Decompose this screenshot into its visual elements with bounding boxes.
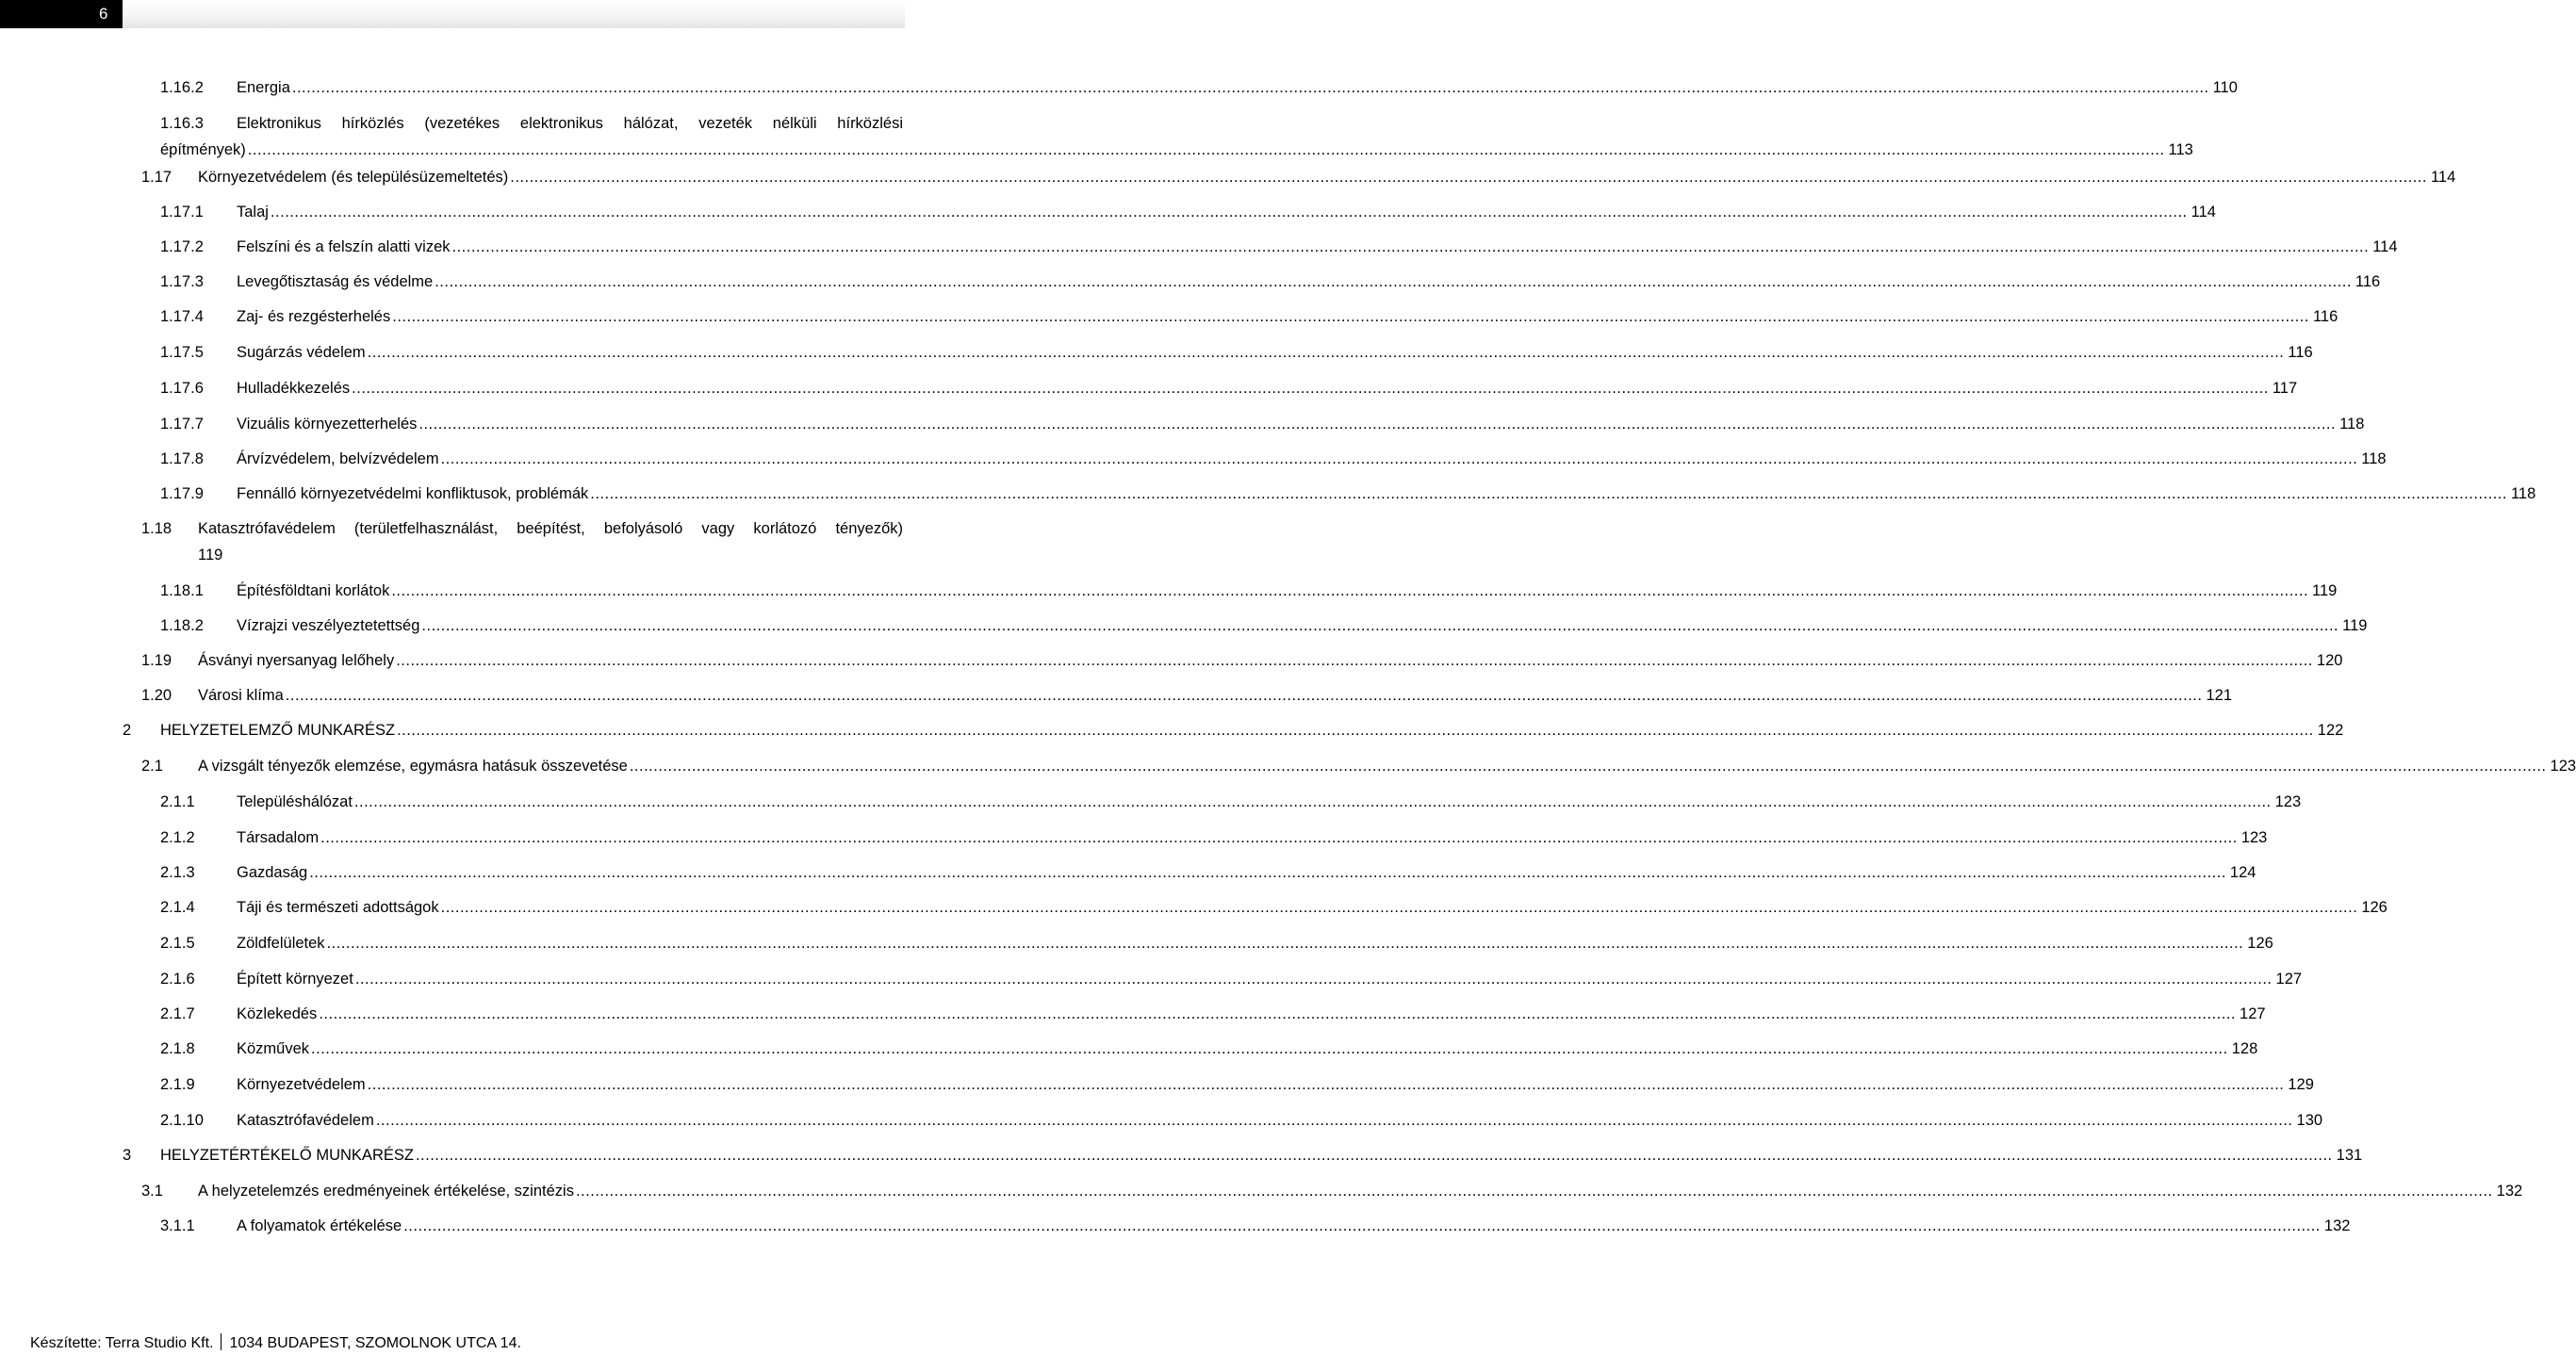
- toc-leader-dots: ................................................................................................................................................................................................................................................................................................................................................................................................................: [403, 1217, 2321, 1234]
- toc-entry-number: 2.1: [141, 758, 163, 775]
- toc-leader-dots: ................................................................................................................................................................................................................................................................................................................................................................................................................: [354, 971, 2272, 988]
- toc-entry[interactable]: [0, 1216, 2351, 1235]
- toc-entry-page: 116: [2284, 343, 2312, 362]
- toc-leader-dots: ................................................................................................................................................................................................................................................................................................................................................................................................................: [397, 722, 2314, 739]
- toc-leader-dots: ................................................................................................................................................................................................................................................................................................................................................................................................................: [353, 793, 2272, 810]
- header-strip: [123, 0, 905, 28]
- toc-entry-number: 1.18.1: [160, 582, 204, 599]
- toc-entry-page: 121: [2202, 686, 2232, 705]
- toc-entry-page: 124: [2226, 863, 2256, 882]
- footer-separator: [221, 1333, 222, 1350]
- toc-entry[interactable]: [0, 1004, 2266, 1023]
- toc-entry-page: 130: [2293, 1111, 2323, 1130]
- toc-leader-dots: ................................................................................................................................................................................................................................................................................................................................................................................................................: [435, 273, 2352, 290]
- toc-entry-title: Hulladékkezelés: [237, 380, 351, 397]
- toc-entry-page: 116: [2309, 307, 2338, 326]
- toc-entry-number: 2.1.9: [160, 1076, 195, 1093]
- toc-entry-page: 120: [2313, 651, 2343, 670]
- toc-entry[interactable]: [0, 581, 2338, 600]
- toc-entry-number: 3: [123, 1147, 132, 1164]
- toc-entry-title: Ásványi nyersanyag lelőhely: [198, 652, 395, 669]
- toc-leader-dots: ................................................................................................................................................................................................................................................................................................................................................................................................................: [311, 1040, 2228, 1057]
- toc-entry-number: 1.17.2: [160, 238, 204, 255]
- toc-entry-title: Építésföldtani korlátok: [237, 582, 390, 599]
- toc-entry-page: 119: [2308, 581, 2337, 600]
- toc-entry-title: Közlekedés: [237, 1005, 318, 1022]
- toc-entry-title: Közművek: [237, 1040, 310, 1057]
- page-number: 6: [99, 5, 108, 23]
- toc-entry-page: 118: [2357, 449, 2386, 468]
- toc-entry[interactable]: [0, 1146, 2363, 1165]
- toc-entry-number: 1.17.3: [160, 273, 204, 290]
- toc-leader-dots: ................................................................................................................................................................................................................................................................................................................................................................................................................: [418, 416, 2337, 433]
- toc-leader-dots: ................................................................................................................................................................................................................................................................................................................................................................................................................: [270, 204, 2188, 220]
- toc-entry[interactable]: [0, 616, 2368, 635]
- toc-entry-page: 118: [2336, 415, 2364, 433]
- toc-leader-dots: ................................................................................................................................................................................................................................................................................................................................................................................................................: [629, 758, 2547, 775]
- toc-entry-number: 2.1.10: [160, 1112, 204, 1129]
- toc-leader-dots: ................................................................................................................................................................................................................................................................................................................................................................................................................: [291, 79, 2209, 96]
- toc-leader-dots: ................................................................................................................................................................................................................................................................................................................................................................................................................: [392, 308, 2309, 325]
- toc-entry-title: Épített környezet: [237, 971, 353, 988]
- toc-entry-continuation: [160, 140, 2193, 159]
- toc-entry-title: Gazdaság: [237, 864, 308, 881]
- toc-entry-page: 116: [2352, 272, 2380, 291]
- toc-leader-dots: ................................................................................................................................................................................................................................................................................................................................................................................................................: [396, 652, 2313, 669]
- toc-leader-dots: ................................................................................................................................................................................................................................................................................................................................................................................................................: [575, 1183, 2493, 1200]
- toc-entry-number: 1.17.8: [160, 450, 204, 467]
- toc-entry[interactable]: [0, 449, 2387, 468]
- toc-entry-title: Táji és természeti adottságok: [237, 899, 439, 916]
- toc-entry-page: 114: [2369, 237, 2397, 256]
- toc-entry-number: 3.1.1: [160, 1217, 195, 1234]
- toc-entry-number: 2.1.3: [160, 864, 195, 881]
- toc-entry-page: 113: [2165, 140, 2193, 159]
- toc-entry-title: Környezetvédelem (és településüzemeltetés): [198, 169, 509, 186]
- toc-entry-number: 3.1: [141, 1183, 163, 1200]
- toc-entry[interactable]: [0, 757, 2576, 775]
- toc-entry[interactable]: [0, 168, 2456, 187]
- toc-leader-dots: ................................................................................................................................................................................................................................................................................................................................................................................................................: [320, 829, 2238, 846]
- page-number-box: [0, 0, 123, 28]
- page-footer: [30, 1333, 521, 1352]
- toc-entry[interactable]: [0, 1182, 2523, 1200]
- toc-entry-page: 126: [2357, 898, 2387, 917]
- toc-entry[interactable]: [0, 272, 2381, 291]
- toc-leader-dots: ................................................................................................................................................................................................................................................................................................................................................................................................................: [440, 899, 2358, 916]
- toc-entry-number: 2: [123, 722, 132, 739]
- toc-entry[interactable]: [0, 1039, 2258, 1058]
- toc-entry[interactable]: [0, 898, 2387, 917]
- toc-leader-dots: ................................................................................................................................................................................................................................................................................................................................................................................................................: [367, 1076, 2285, 1093]
- toc-entry[interactable]: [0, 1075, 2314, 1094]
- toc-entry-title: Környezetvédelem: [237, 1076, 366, 1093]
- toc-leader-dots: ................................................................................................................................................................................................................................................................................................................................................................................................................: [440, 450, 2358, 467]
- toc-entry[interactable]: [0, 1111, 2323, 1130]
- toc-entry-title: Talaj: [237, 204, 269, 220]
- toc-entry-number: 1.17.4: [160, 308, 204, 325]
- toc-entry-number: 2.1.5: [160, 935, 195, 952]
- footer-prepared-by: Készítette: Terra Studio Kft.: [30, 1335, 214, 1351]
- toc-leader-dots: ................................................................................................................................................................................................................................................................................................................................................................................................................: [415, 1147, 2333, 1164]
- toc-entry[interactable]: [0, 307, 2338, 326]
- toc-entry[interactable]: [0, 651, 2343, 670]
- toc-entry-page: 122: [2314, 721, 2344, 740]
- toc-leader-dots: ................................................................................................................................................................................................................................................................................................................................................................................................................: [510, 169, 2427, 186]
- toc-entry-title: A helyzetelemzés eredményeinek értékelése, szintézis: [198, 1183, 574, 1200]
- toc-entry-page: 110: [2209, 78, 2238, 97]
- toc-entry-title: Vizuális környezetterhelés: [237, 416, 418, 433]
- toc-entry-page: 127: [2236, 1004, 2266, 1023]
- toc-leader-dots: ................................................................................................................................................................................................................................................................................................................................................................................................................: [375, 1112, 2293, 1129]
- toc-leader-dots: ................................................................................................................................................................................................................................................................................................................................................................................................................: [352, 380, 2269, 397]
- toc-entry-number: 1.17.9: [160, 485, 204, 502]
- toc-entry-number: 1.18.2: [160, 617, 204, 634]
- toc-entry-page: 114: [2188, 203, 2216, 221]
- toc-entry-page: 128: [2228, 1039, 2258, 1058]
- toc-entry[interactable]: [0, 237, 2398, 256]
- toc-entry-title: A vizsgált tényezők elemzése, egymásra hatásuk összevetése: [198, 758, 628, 775]
- toc-entry[interactable]: [0, 484, 2536, 503]
- toc-entry[interactable]: [0, 519, 905, 563]
- toc-entry-continuation: [198, 546, 903, 564]
- toc-entry-title: Elektronikus hírközlés (vezetékes elektronikus hálózat, vezeték nélküli hírközlési: [237, 115, 903, 132]
- toc-entry-page: 123: [2238, 828, 2268, 847]
- toc-entry-number: 2.1.4: [160, 899, 195, 916]
- toc-entry-title-continuation: 119: [198, 547, 223, 563]
- toc-leader-dots: ................................................................................................................................................................................................................................................................................................................................................................................................................: [451, 238, 2370, 255]
- toc-entry-number: 2.1.1: [160, 793, 195, 810]
- toc-entry-title: Zöldfelületek: [237, 935, 325, 952]
- toc-leader-dots: ................................................................................................................................................................................................................................................................................................................................................................................................................: [391, 582, 2309, 599]
- toc-entry-page: 117: [2269, 379, 2297, 398]
- toc-entry-number: 1.17.1: [160, 204, 204, 220]
- toc-entry-page: 123: [2547, 757, 2576, 775]
- toc-entry-title-continuation: építmények): [160, 141, 246, 158]
- toc-leader-dots: ................................................................................................................................................................................................................................................................................................................................................................................................................: [421, 617, 2339, 634]
- toc-entry-title: Településhálózat: [237, 793, 353, 810]
- toc-entry-title: Energia: [237, 79, 290, 96]
- toc-entry-title: Vízrajzi veszélyeztetettség: [237, 617, 420, 634]
- toc-entry-page: 131: [2333, 1146, 2363, 1165]
- toc-entry[interactable]: [0, 828, 2268, 847]
- toc-leader-dots: ................................................................................................................................................................................................................................................................................................................................................................................................................: [326, 935, 2244, 952]
- toc-entry-number: 1.17.5: [160, 344, 204, 361]
- toc-entry-title: Városi klíma: [198, 687, 284, 704]
- toc-leader-dots: ................................................................................................................................................................................................................................................................................................................................................................................................................: [367, 344, 2285, 361]
- toc-entry-number: 1.16.2: [160, 79, 204, 96]
- toc-entry-title: Katasztrófavédelem: [237, 1112, 374, 1129]
- toc-entry[interactable]: [0, 114, 2193, 158]
- toc-entry-number: 2.1.7: [160, 1005, 195, 1022]
- toc-entry[interactable]: [0, 78, 2238, 97]
- toc-entry-title: Levegőtisztaság és védelme: [237, 273, 434, 290]
- toc-entry[interactable]: [0, 343, 2313, 362]
- toc-entry-title: Felszíni és a felszín alatti vizek: [237, 238, 451, 255]
- toc-entry-number: 1.17.6: [160, 380, 204, 397]
- toc-entry-number: 1.16.3: [160, 115, 204, 132]
- toc-leader-dots: ................................................................................................................................................................................................................................................................................................................................................................................................................: [319, 1005, 2237, 1022]
- toc-entry[interactable]: [0, 415, 2365, 433]
- toc-entry[interactable]: [0, 863, 2256, 882]
- toc-entry-number: 1.17.7: [160, 416, 204, 433]
- toc-entry-title: Társadalom: [237, 829, 320, 846]
- toc-entry-page: 126: [2243, 934, 2273, 953]
- toc-leader-dots: ................................................................................................................................................................................................................................................................................................................................................................................................................: [309, 864, 2226, 881]
- toc-leader-dots: ................................................................................................................................................................................................................................................................................................................................................................................................................: [590, 485, 2507, 502]
- toc-entry-title: Árvízvédelem, belvízvédelem: [237, 450, 439, 467]
- toc-leader-dots: ................................................................................................................................................................................................................................................................................................................................................................................................................: [247, 141, 2165, 158]
- footer-address: 1034 BUDAPEST, SZOMOLNOK UTCA 14.: [229, 1335, 521, 1351]
- toc-entry-title: HELYZETÉRTÉKELŐ MUNKARÉSZ: [160, 1147, 414, 1164]
- toc-entry-title: Katasztrófavédelem (területfelhasználást, beépítést, befolyásoló vagy korlátozó tényezők): [198, 520, 903, 537]
- toc-entry-page: 114: [2427, 168, 2455, 187]
- toc-entry-page: 123: [2272, 792, 2302, 811]
- toc-entry[interactable]: [0, 686, 2233, 705]
- toc-entry-page: 132: [2493, 1182, 2523, 1200]
- toc-entry-number: 2.1.2: [160, 829, 195, 846]
- toc-entry-page: 132: [2321, 1216, 2351, 1235]
- toc-entry-title: Sugárzás védelem: [237, 344, 366, 361]
- toc-entry-page: 119: [2338, 616, 2367, 635]
- toc-entry-number: 2.1.8: [160, 1040, 195, 1057]
- toc-entry[interactable]: [0, 721, 2344, 740]
- toc-entry[interactable]: [0, 934, 2273, 953]
- toc-entry-number: 1.20: [141, 687, 172, 704]
- toc-entry-page: 118: [2507, 484, 2535, 503]
- toc-entry-number: 1.19: [141, 652, 172, 669]
- toc-entry-title: Zaj- és rezgésterhelés: [237, 308, 391, 325]
- toc-entry[interactable]: [0, 970, 2303, 988]
- toc-entry-number: 1.18: [141, 520, 172, 537]
- toc-entry[interactable]: [0, 379, 2298, 398]
- toc-leader-dots: ................................................................................................................................................................................................................................................................................................................................................................................................................: [285, 687, 2203, 704]
- toc-entry-number: 2.1.6: [160, 971, 195, 988]
- toc-entry-page: 129: [2284, 1075, 2314, 1094]
- toc-entry-title: Fennálló környezetvédelmi konfliktusok, problémák: [237, 485, 589, 502]
- toc-entry[interactable]: [0, 792, 2302, 811]
- toc-entry-page: 127: [2272, 970, 2303, 988]
- toc-entry-number: 1.17: [141, 169, 172, 186]
- toc-entry[interactable]: [0, 203, 2216, 221]
- toc-entry-title: A folyamatok értékelése: [237, 1217, 402, 1234]
- toc-entry-title: HELYZETELEMZŐ MUNKARÉSZ: [160, 722, 396, 739]
